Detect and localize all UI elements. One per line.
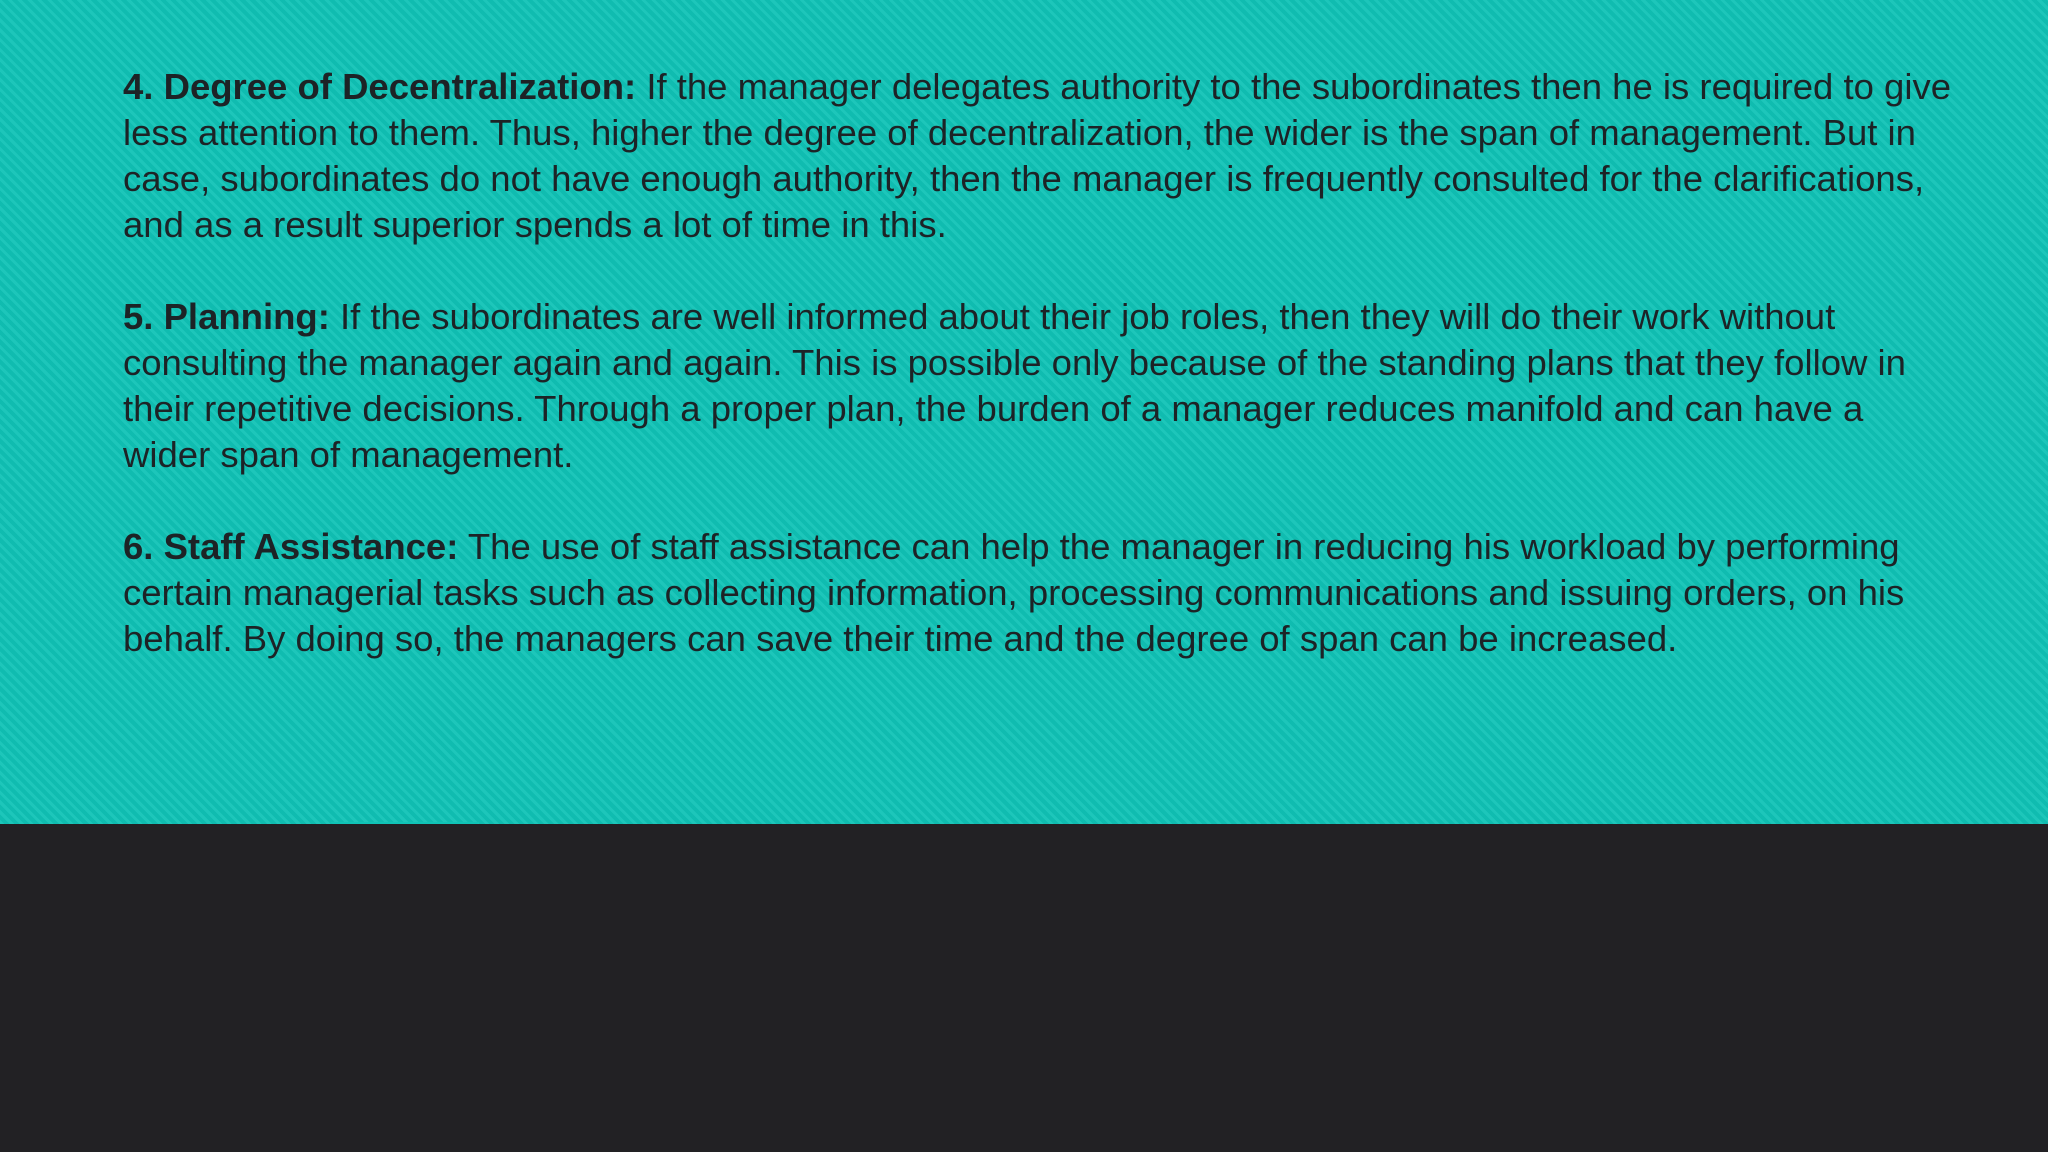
paragraph-staff-assistance: [123, 524, 1953, 662]
bottom-panel: [0, 824, 2048, 1152]
paragraph-text: If the manager delegates authority to the subordinates then he is required to give less attention to them. Thus, higher the degree of decentralization, the wider is the span of management. But in case, subordinates do not have enough authority, then the manager is frequently consulted for the clarifications, and as a result superior spends a lot of time in this.: [123, 66, 1952, 245]
slide-body: [123, 64, 1953, 708]
paragraph-planning: [123, 294, 1953, 478]
paragraph-heading: 6. Staff Assistance:: [123, 526, 459, 567]
paragraph-text: If the subordinates are well informed about their job roles, then they will do their work without consulting the manager again and again. This is possible only because of the standing plans that they follow in their repetitive decisions. Through a proper plan, the burden of a manager reduces manifold and can have a wider span of management.: [123, 296, 1906, 475]
paragraph-heading: 5. Planning:: [123, 296, 330, 337]
paragraph-heading: 4. Degree of Decentralization:: [123, 66, 637, 107]
paragraph-decentralization: [123, 64, 1953, 248]
paragraph-text: The use of staff assistance can help the manager in reducing his workload by performing certain managerial tasks such as collecting information, processing communications and issuing orders, on his behalf. By doing so, the managers can save their time and the degree of span can be increased.: [123, 526, 1905, 659]
